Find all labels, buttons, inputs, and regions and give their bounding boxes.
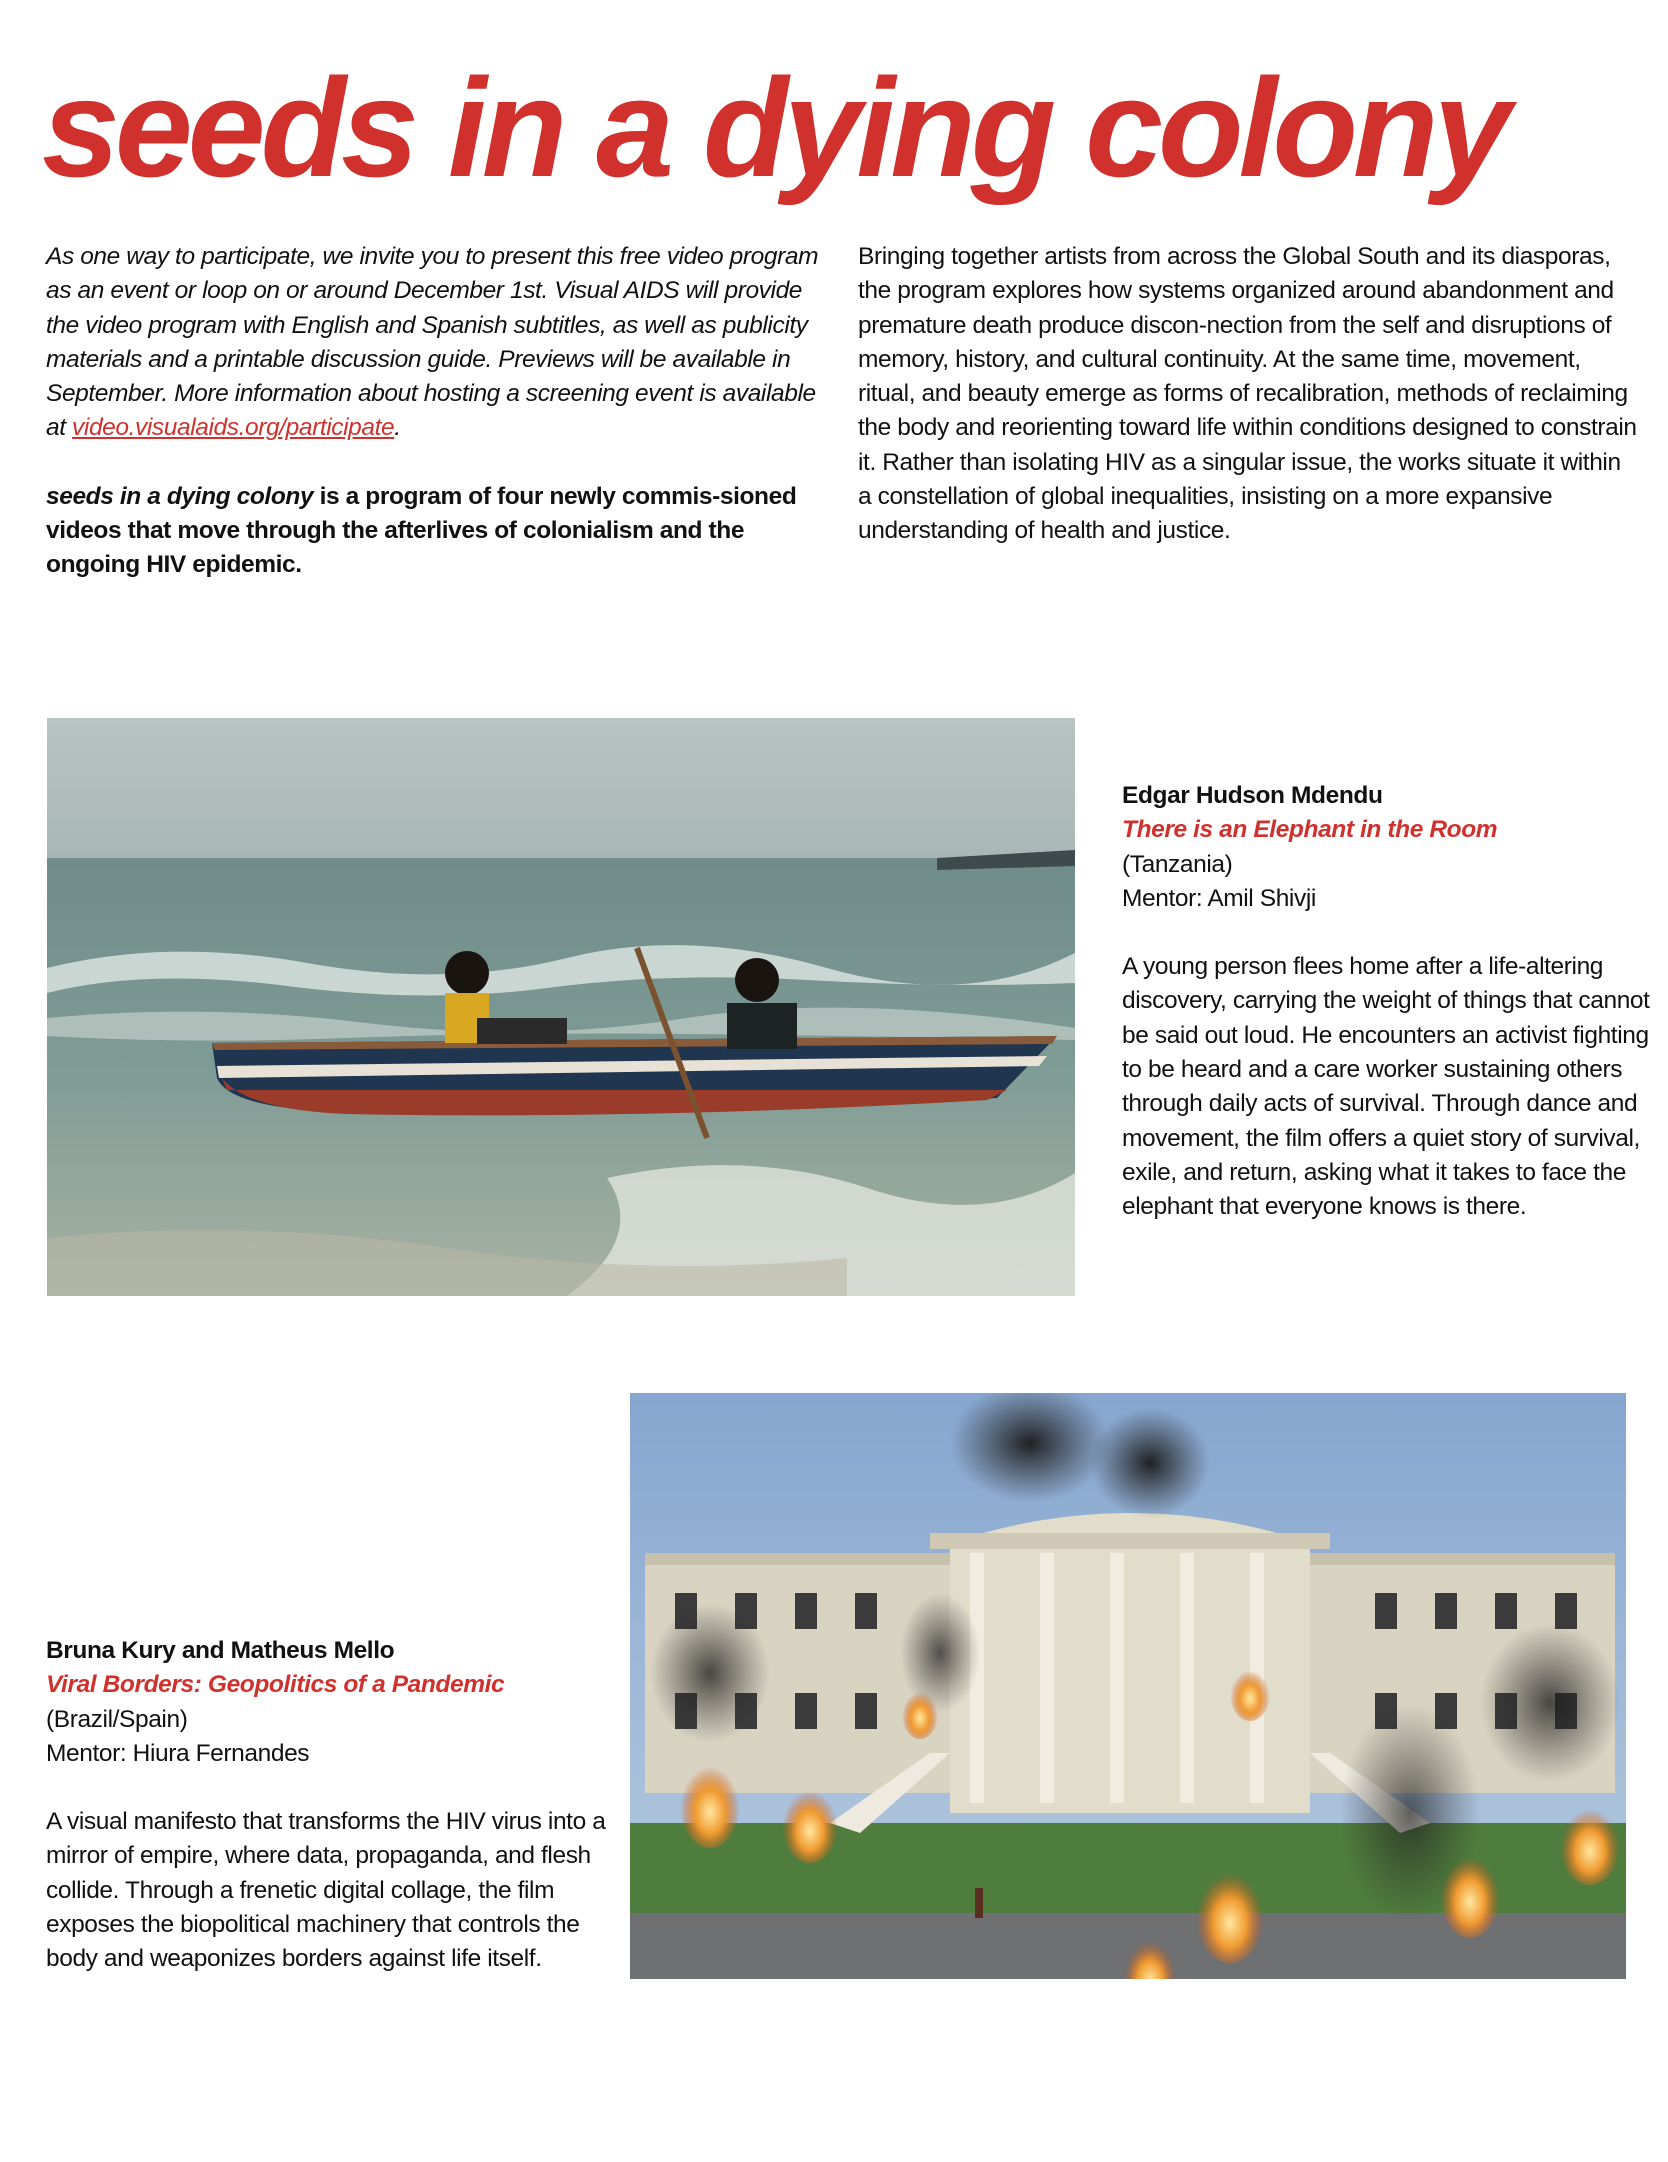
participation-text: As one way to participate, we invite you to present this free video program as an event or loop on or around December 1st. Visual AIDS will provide the video program with English and Spanish subtitles, as well as publicity materials and a printable discussion guide. Previews will be available in September. More information about hosting a screening event is available at [46, 243, 819, 442]
program-description [46, 480, 826, 583]
program-description-text: is a program of four newly commis-sioned videos that move through the afterlives of colonialism and the ongoing HIV epidemic. [46, 482, 797, 579]
film-info-1 [1122, 779, 1652, 1225]
film-country: (Tanzania) [1122, 850, 1233, 878]
film-title: There is an Elephant in the Room [1122, 816, 1498, 844]
film-info-2 [46, 1634, 606, 1977]
film-title: Viral Borders: Geopolitics of a Pandemic [46, 1671, 505, 1699]
program-title-inline: seeds in a dying colony [46, 482, 314, 510]
participation-paragraph [46, 240, 826, 446]
overview-column [858, 240, 1638, 549]
page-title: seeds in a dying colony [42, 49, 1507, 206]
artist-name: Bruna Kury and Matheus Mello [46, 1637, 395, 1664]
film-still-boat [47, 718, 1075, 1296]
film-mentor: Mentor: Hiura Fernandes [46, 1739, 310, 1767]
overview-paragraph: Bringing together artists from across the Global South and its diasporas, the program explores how systems organized around abandonment and premature death produce discon-nection from the self and disruptions of memory, history, and cultural continuity. At the same time, movement, ritual, and beauty emerge as forms of recalibration, methods of reclaiming the body and reorienting toward life within conditions designed to constrain it. Rather than isolating HIV as a singular issue, the works situate it within a constellation of global inequalities, insisting on a more expansive understanding of health and justice. [858, 243, 1637, 545]
participation-period: . [394, 414, 401, 442]
artist-name: Edgar Hudson Mdendu [1122, 782, 1383, 809]
film-description: A visual manifesto that transforms the HIV virus into a mirror of empire, where data, propaganda, and flesh collide. Through a frenetic digital collage, the film exposes the biopolitical machinery that controls the body and weaponizes borders against life itself. [46, 1808, 606, 1973]
film-mentor: Mentor: Amil Shivji [1122, 884, 1316, 912]
participate-link[interactable]: video.visualaids.org/participate [72, 414, 395, 442]
film-country: (Brazil/Spain) [46, 1705, 188, 1733]
film-still-burning-building [630, 1393, 1626, 1979]
intro-column [46, 240, 826, 583]
film-description: A young person flees home after a life-altering discovery, carrying the weight of things that cannot be said out loud. He encounters an activist fighting to be heard and a care worker sustaining others through daily acts of survival. Through dance and movement, the film offers a quiet story of survival, exile, and return, asking what it takes to face the elephant that everyone knows is there. [1122, 953, 1650, 1221]
